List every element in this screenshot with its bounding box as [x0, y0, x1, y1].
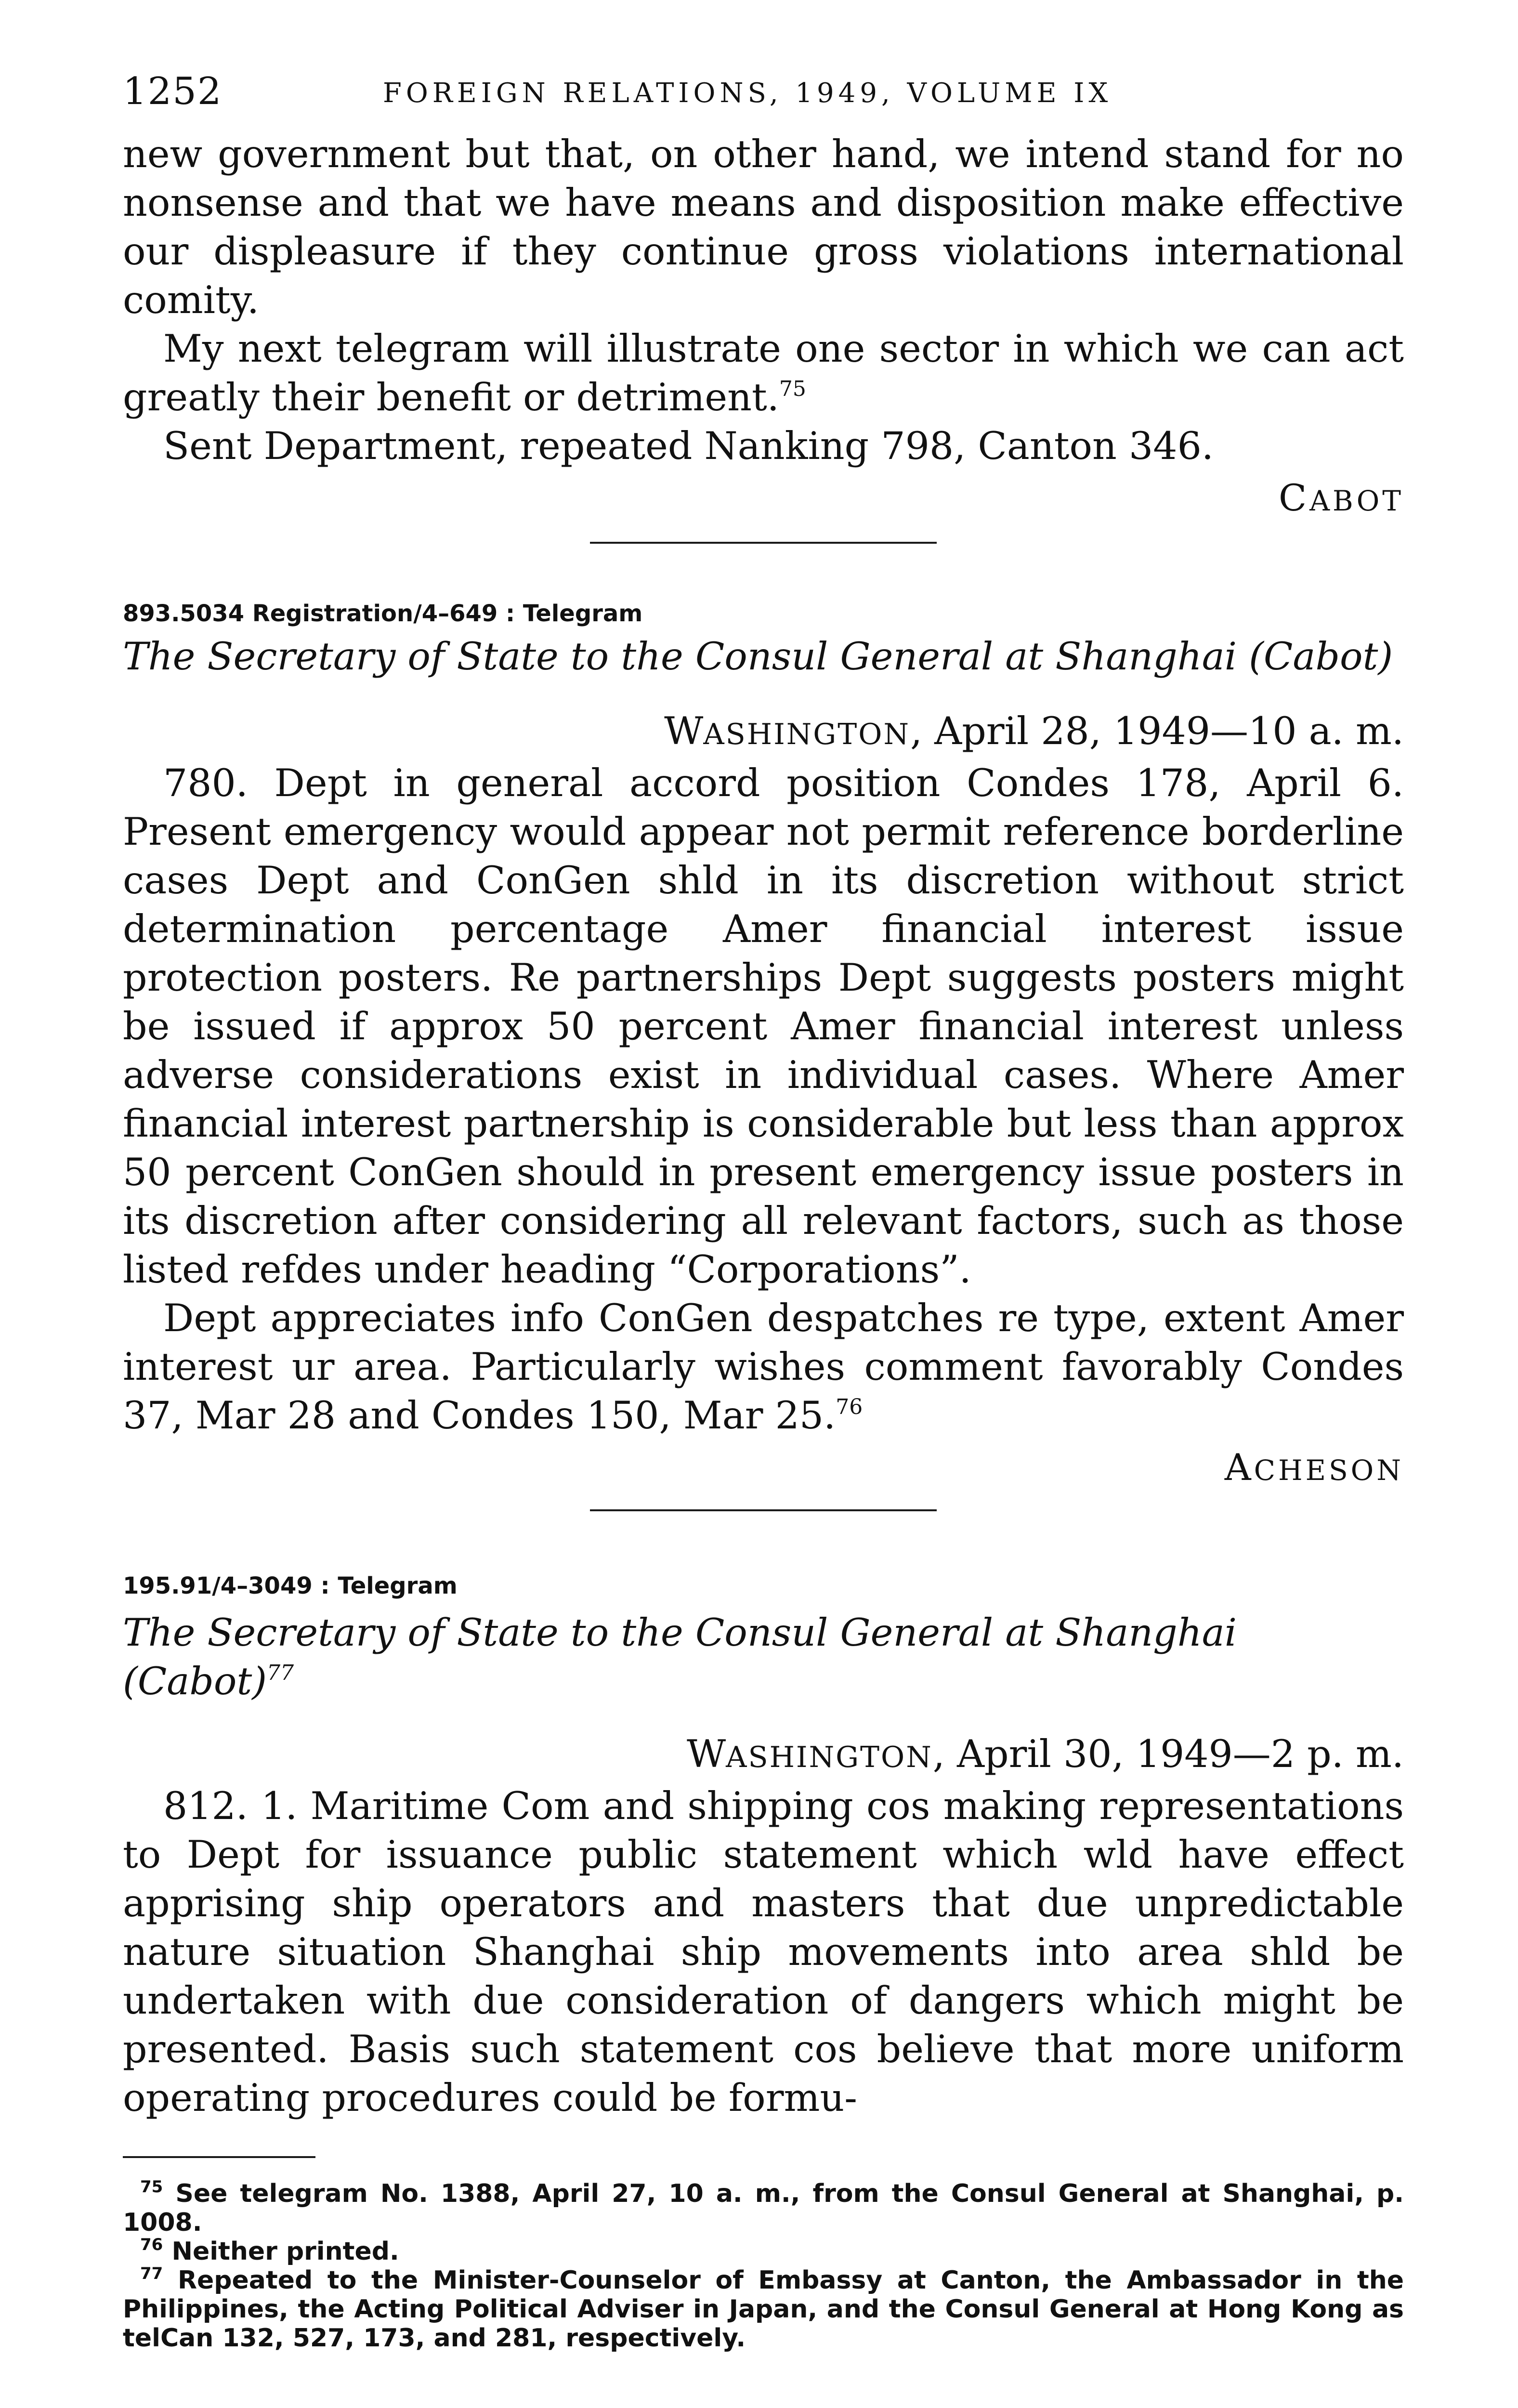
- document-title: The Secretary of State to the Consul General at Shanghai (Cabot): [123, 634, 1393, 679]
- footnote-ref-76: 76: [836, 1395, 863, 1419]
- doc2-paragraph-1: 812. 1. Maritime Com and shipping cos making representations to Dept for issuance public statement which wld have effect apprising ship operators and masters that due unpredictable nature situation Shanghai ship movements into area shld be undertaken with due consideration of dangers which might be presented. Basis such statement cos believe that more uniform operating procedures could be formu-: [123, 1784, 1404, 2120]
- continuation-paragraph-2-text: My next telegram will illustrate one sector in which we can act greatly their benefit or detriment.: [123, 327, 1404, 419]
- signature-acheson-initial: A: [1224, 1446, 1254, 1489]
- dateline-city-rest: ASHINGTON: [703, 718, 910, 751]
- footnote-text: See telegram No. 1388, April 27, 10 a. m., from the Consul General at Shanghai, p. 1008.: [123, 2179, 1404, 2237]
- dateline-initial: W: [686, 1732, 726, 1776]
- section-divider: [590, 542, 937, 544]
- footnote-number: 75: [140, 2177, 163, 2197]
- file-reference: 893.5034 Registration/4–649 : Telegram: [123, 600, 643, 627]
- page-header: [123, 67, 1404, 130]
- dateline-date: , April 30, 1949—2 p. m.: [932, 1732, 1404, 1776]
- dateline-date: , April 28, 1949—10 a. m.: [910, 709, 1404, 753]
- dateline: [123, 1730, 1404, 1782]
- footnote-ref-75: 75: [779, 377, 806, 401]
- signature-cabot-rest: ABOT: [1309, 484, 1404, 517]
- page-number: 1252: [123, 70, 222, 113]
- continuation-paragraph-1: new government but that, on other hand, we intend stand for no nonsense and that we have means and disposition make effective our displeasure if they continue gross violations international comity.: [123, 132, 1404, 322]
- signature-acheson: [123, 1446, 1404, 1492]
- running-head: FOREIGN RELATIONS, 1949, VOLUME IX: [383, 78, 1112, 109]
- doc1-paragraph-2-text: Dept appreciates info ConGen despatches re type, extent Amer interest ur area. Particularly wishes comment favorably Condes 37, Mar 28 and Condes 150, Mar 25.: [123, 1296, 1404, 1438]
- footnote-77: [123, 2266, 1404, 2353]
- footnote-text: Neither printed.: [171, 2237, 399, 2266]
- footnote-75: [123, 2179, 1404, 2237]
- continuation-paragraph-3: Sent Department, repeated Nanking 798, Canton 346.: [163, 424, 1214, 468]
- document-title: [123, 1609, 1404, 1706]
- page: [123, 67, 1404, 2353]
- footnote-76: [123, 2237, 1404, 2266]
- document-title-text: The Secretary of State to the Consul General at Shanghai (Cabot): [123, 1610, 1237, 1703]
- signature-acheson-rest: CHESON: [1254, 1454, 1404, 1487]
- doc1-paragraph-2: [123, 1294, 1404, 1440]
- dateline: [123, 707, 1404, 759]
- section-divider: [590, 1509, 937, 1511]
- signature-cabot-initial: C: [1279, 476, 1310, 519]
- footnote-number: 77: [140, 2264, 163, 2283]
- footnote-text: Repeated to the Minister-Counselor of Embassy at Canton, the Ambassador in the Philippines, the Acting Political Adviser in Japan, and the Consul General at Hong Kong as telCan 132, 527, 173, and 281, respectively.: [123, 2266, 1404, 2353]
- footnote-ref-77: 77: [267, 1661, 294, 1685]
- dateline-city-rest: ASHINGTON: [726, 1741, 933, 1774]
- signature-cabot: [123, 476, 1404, 523]
- dateline-initial: W: [664, 709, 704, 753]
- continuation-paragraph-2: [123, 325, 1404, 422]
- footnote-number: 76: [140, 2235, 163, 2254]
- doc1-paragraph-1: 780. Dept in general accord position Condes 178, April 6. Present emergency would appear not permit reference borderline cases Dept and ConGen shld in its discretion without strict determination percentage Amer financial interest issue protection posters. Re partnerships Dept suggests posters might be issued if approx 50 percent Amer financial interest unless adverse considerations exist in individual cases. Where Amer financial interest partnership is considerable but less than approx 50 percent ConGen should in present emergency issue posters in its discretion after considering all relevant factors, such as those listed refdes under heading “Corporations”.: [123, 761, 1404, 1292]
- file-reference: 195.91/4–3049 : Telegram: [123, 1572, 458, 1599]
- footnote-divider: [123, 2156, 315, 2158]
